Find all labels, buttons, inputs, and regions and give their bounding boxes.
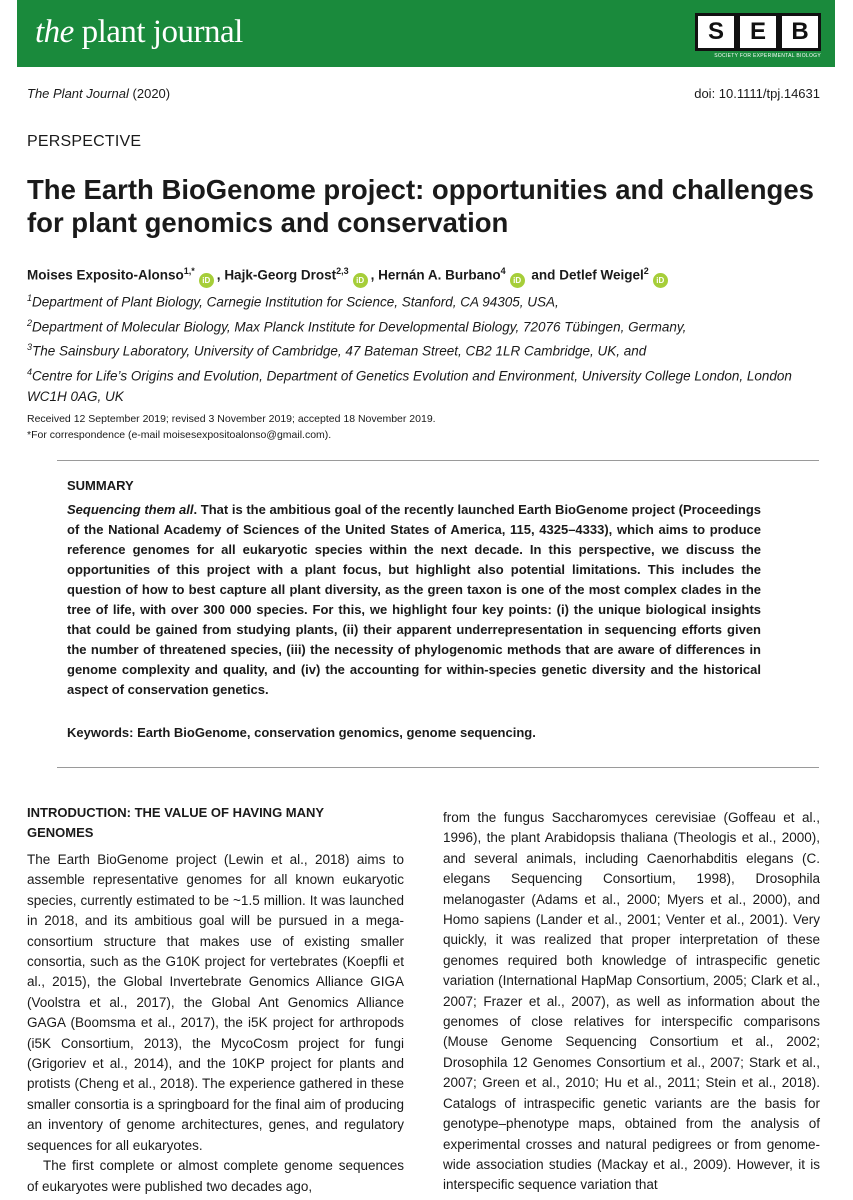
orcid-icon[interactable]: iD — [199, 273, 214, 288]
orcid-icon[interactable]: iD — [353, 273, 368, 288]
seb-letter-s: S — [695, 13, 737, 51]
author-name[interactable]: Hajk-Georg Drost — [224, 267, 337, 283]
paragraph: from the fungus Saccharomyces cerevisiae (Goffeau et al., 1996), the plant Arabidopsis thaliana (Theologis et al., 2000), and several animals, including Caenorhabditis elegans (C. elegans Sequencing Consortium, 1998), Drosophila melanogaster (Adams et al., 2000; Myers et al., 2000), and Homo sapiens (Lander et al., 2001; Venter et al., 2001). Very quickly, it was realized that proper interpretation of these genomes required both knowledge of intraspecific genetic variation (International HapMap Consortium, 2005; Clark et al., 2007; Frazer et al., 2007), as well as information about the genomes of close relatives for interspecific comparisons (Mouse Genome Sequencing Consortium et al., 2002; Drosophila 12 Genomes Consortium et al., 2007; Stark et al., 2007; Green et al., 2010; Hu et al., 2011; Stein et al., 2018). Catalogs of intraspecific genetic variants are the basis for genotype–phenotype maps, obtained from the analysis of experimental crosses and natural pedigrees or from genome-wide association studies (Mackay et al., 2009). However, it is interspecific sequence variation that — [443, 810, 820, 1193]
journal-logo[interactable]: the plant journal — [35, 14, 243, 50]
body-column-left — [27, 850, 404, 1197]
correspondence[interactable]: *For correspondence (e-mail moisesexpositoalonso@gmail.com). — [27, 429, 332, 441]
citation: The Plant Journal (2020) — [27, 86, 171, 101]
affiliation: $^4$Centre for Life’s Origins and Evolution, Department of Genetics Evolution and Environment, University College London, London WC1H 0AG, UK — [27, 367, 792, 404]
body-column-right — [443, 808, 820, 1196]
affiliation: $^1$Department of Plant Biology, Carnegie Institution for Science, Stanford, CA 94305, USA, — [27, 293, 559, 310]
orcid-icon[interactable]: iD — [653, 273, 668, 288]
divider — [57, 767, 819, 768]
author-name[interactable]: Hernán A. Burbano — [378, 267, 501, 283]
author-name[interactable]: Moises Exposito-Alonso — [27, 267, 184, 283]
seb-letter-e: E — [737, 13, 779, 51]
affiliations — [27, 288, 827, 407]
article-title: The Earth BioGenome project: opportunities and challenges for plant genomics and conservation — [27, 174, 814, 238]
keywords: Keywords: Earth BioGenome, conservation genomics, genome sequencing. — [67, 725, 536, 740]
orcid-icon[interactable]: iD — [510, 273, 525, 288]
author-list: Moises Exposito-Alonso$^{1,*}$iD , Hajk-Georg Drost$^{2,3}$iD , Hernán A. Burbano$^4$iD and Detlef Weigel$^2$iD — [27, 266, 827, 288]
summary-heading: SUMMARY — [67, 478, 134, 493]
history-dates: Received 12 September 2019; revised 3 November 2019; accepted 18 November 2019. *For correspondence (e-mail moisesexpositoalonso@gmail.com). — [27, 413, 436, 441]
summary-text: Sequencing them all. That is the ambitious goal of the recently launched Earth BioGenome project (Proceedings of the National Academy of Sciences of the United States of America, 115, 4325–4333), which aims to produce reference genomes for all eukaryotic species within the next decade. In this perspective, we discuss the opportunities of this project with a plant focus, but highlight also potential limitations. This includes the question of how to best capture all plant diversity, as the green taxon is one of the most complex clades in the tree of life, with over 300 000 species. For this, we highlight four key points: (i) the unique biological insights that could be gained from studying plants, (ii) their apparent underrepresentation in sequencing efforts given the number of threatened species, (iii) the necessity of phylogenomic methods that are aware of differences in genome complexity and quality, and (iv) the accounting for within-species genetic diversity and the historical aspect of conservation genetics. — [67, 502, 762, 697]
paragraph: The first complete or almost complete genome sequences of eukaryotes were published two decades ago, — [27, 1158, 404, 1194]
doi-link[interactable]: doi: 10.1111/tpj.14631 — [694, 86, 820, 101]
affiliation: $^2$Department of Molecular Biology, Max Planck Institute for Developmental Biology, 72076 Tübingen, Germany, — [27, 317, 687, 335]
journal-banner — [17, 0, 835, 67]
article-type: PERSPECTIVE — [27, 133, 142, 150]
seb-tagline: SOCIETY FOR EXPERIMENTAL BIOLOGY — [714, 53, 821, 59]
seb-letter-b: B — [779, 13, 821, 51]
divider — [57, 460, 819, 461]
affiliation: $^3$The Sainsbury Laboratory, University of Cambridge, 47 Bateman Street, CB2 1LR Cambridge, UK, and — [27, 342, 647, 359]
seb-logo[interactable] — [695, 13, 821, 57]
section-heading: INTRODUCTION: THE VALUE OF HAVING MANY GENOMES — [27, 805, 324, 840]
paragraph: The Earth BioGenome project (Lewin et al., 2018) aims to assemble representative genomes for all known eukaryotic species, currently estimated to be ~1.5 million. It was launched in 2018, and its ambitious goal will be pursued in a mega-consortium structure that makes use of existing smaller consortia, such as the G10K project for vertebrates (Koepfli et al., 2015), the Global Invertebrate Genomics Alliance GIGA (Voolstra et al., 2017), the Global Ant Genomics Alliance GAGA (Boomsma et al., 2017), the i5K project for arthropods (i5K Consortium, 2013), the MycoCosm project for fungi (Grigoriev et al., 2014), and the 10KP project for plants and protists (Cheng et al., 2018). The experience gathered in these smaller consortia is a springboard for the final aim of producing an inventory of genome architectures, genes, and regulatory sequences for all eukaryotes. — [27, 852, 404, 1153]
author-name[interactable]: Detlef Weigel — [559, 267, 644, 283]
